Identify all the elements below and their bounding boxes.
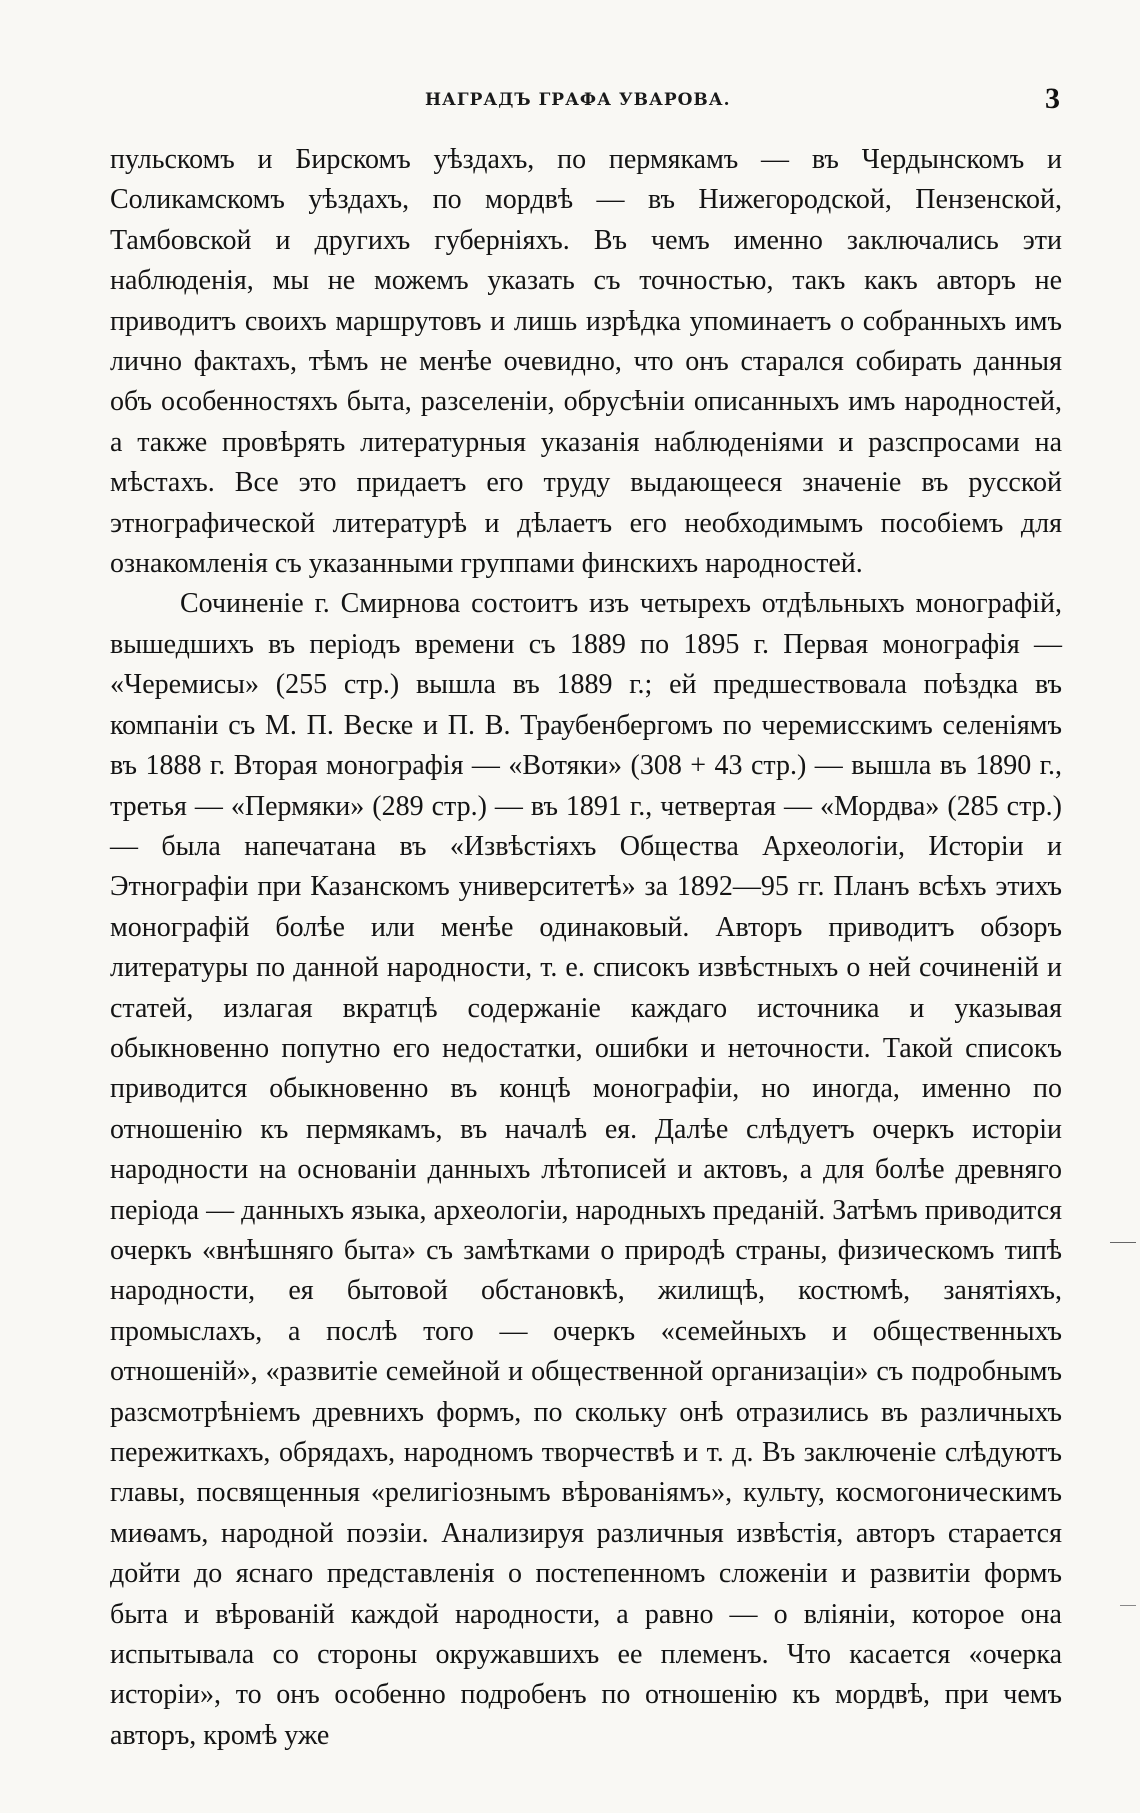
margin-pencil-mark xyxy=(1110,1242,1136,1243)
body-text xyxy=(110,140,1062,1756)
running-title: НАГРАДЪ ГРАФА УВАРОВА. xyxy=(425,90,731,110)
paragraph-2: Сочиненіе г. Смирнова состоитъ изъ четырехъ отдѣльныхъ монографій, вышедшихъ въ періодъ времени съ 1889 по 1895 г. Первая монографія — «Черемисы» (255 стр.) вышла въ 1889 г.; ей предшествовала поѣздка въ компаніи съ М. П. Веске и П. В. Траубенбергомъ по черемисскимъ селеніямъ въ 1888 г. Вторая монографія — «Вотяки» (308 + 43 стр.) — вышла въ 1890 г., третья — «Пермяки» (289 стр.) — въ 1891 г., четвертая — «Мордва» (285 стр.) — была напечатана въ «Извѣстіяхъ Общества Археологіи, Исторіи и Этнографіи при Казанскомъ университетѣ» за 1892—95 гг. Планъ всѣхъ этихъ монографій болѣе или менѣе одинаковый. Авторъ приводитъ обзоръ литературы по данной народности, т. е. списокъ извѣстныхъ о ней сочиненій и статей, излагая вкратцѣ содержаніе каждаго источника и указывая обыкновенно попутно его недостатки, ошибки и неточности. Такой списокъ приводится обыкновенно въ концѣ монографіи, но иногда, именно по отношенію къ пермякамъ, въ началѣ ея. Далѣе слѣдуетъ очеркъ исторіи народности на основаніи данныхъ лѣтописей и актовъ, а для болѣе древняго періода — данныхъ языка, археологіи, народныхъ преданій. Затѣмъ приводится очеркъ «внѣшняго быта» съ замѣтками о природѣ страны, физическомъ типѣ народности, ея бытовой обстановкѣ, жилищѣ, костюмѣ, занятіяхъ, промыслахъ, а послѣ того — очеркъ «семейныхъ и общественныхъ отношеній», «развитіе семейной и общественной организаціи» съ подробнымъ разсмотрѣніемъ древнихъ формъ, по скольку онѣ отразились въ различныхъ пережиткахъ, обрядахъ, народномъ творчествѣ и т. д. Въ заключеніе слѣдуютъ главы, посвященныя «религіознымъ вѣрованіямъ», культу, космогоническимъ миѳамъ, народной поэзіи. Анализируя различныя извѣстія, авторъ старается дойти до яснаго представленія о постепенномъ сложеніи и развитіи формъ быта и вѣрованій каждой народности, а равно — о вліяніи, которое она испытывала со стороны окружавшихъ ее племенъ. Что касается «очерка исторіи», то онъ особенно подробенъ по отношенію къ мордвѣ, при чемъ авторъ, кромѣ уже xyxy=(110,588,1062,1751)
margin-pencil-mark-2 xyxy=(1120,1605,1136,1606)
paragraph-1: пульскомъ и Бирскомъ уѣздахъ, по пермякамъ — въ Чердынскомъ и Соликамскомъ уѣздахъ, по мордвѣ — въ Нижегородской, Пензенской, Тамбовской и другихъ губерніяхъ. Въ чемъ именно заключались эти наблюденія, мы не можемъ указать съ точностью, такъ какъ авторъ не приводитъ своихъ маршрутовъ и лишь изрѣдка упоминаетъ о собранныхъ имъ лично фактахъ, тѣмъ не менѣе очевидно, что онъ старался собирать данныя объ особенностяхъ быта, разселеніи, обрусѣніи описанныхъ имъ народностей, а также провѣрять литературныя указанія наблюденіями и разспросами на мѣстахъ. Все это придаетъ его труду выдающееся значеніе въ русской этнографической литературѣ и дѣлаетъ его необходимымъ пособіемъ для ознакомленія съ указанными группами финскихъ народностей. xyxy=(110,144,1062,580)
page-header xyxy=(105,82,1060,122)
page-number: 3 xyxy=(1045,82,1060,115)
